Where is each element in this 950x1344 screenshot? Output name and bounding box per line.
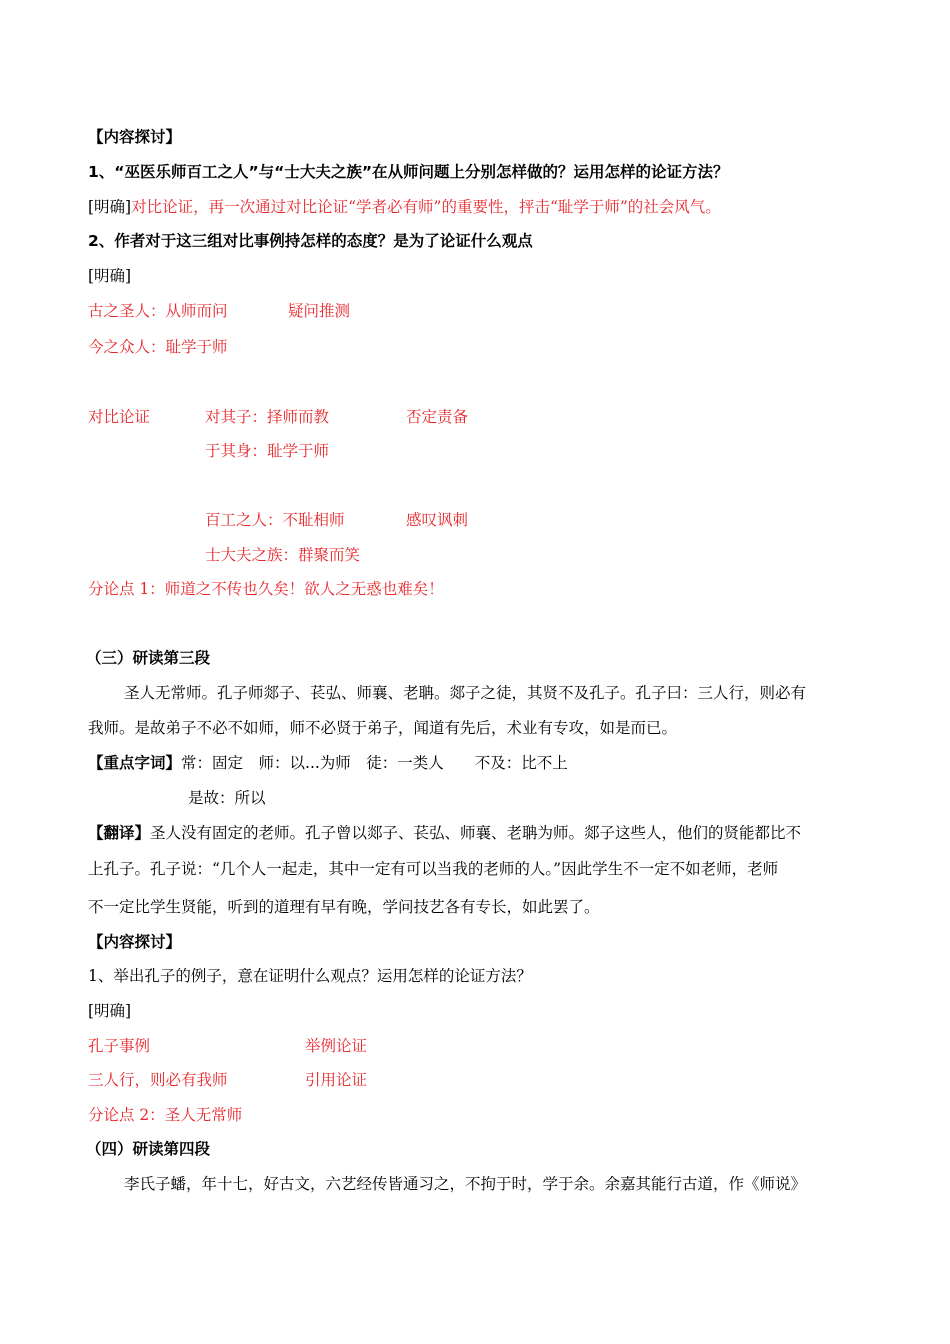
key-words-text: 常：固定 师：以...为师 徒：一类人 不及：比不上 bbox=[181, 754, 568, 772]
answer-label: [明确] bbox=[88, 267, 132, 285]
translation-text: 不一定比学生贤能，听到的道理有早有晚，学问技艺各有专长，如此罢了。 bbox=[88, 898, 600, 916]
question-2: 2、作者对于这三组对比事例持怎样的态度？是为了论证什么观点 bbox=[88, 232, 533, 250]
contrast-row-5: 百工之人：不耻相师 bbox=[205, 511, 345, 529]
sub-argument-1: 分论点 1：师道之不传也久矣！欲人之无惑也难矣！ bbox=[88, 580, 444, 598]
contrast-row-3: 对其子：择师而教 bbox=[205, 408, 330, 426]
example-row-1: 孔子事例 bbox=[88, 1037, 151, 1055]
answer-label: [明确] bbox=[88, 1002, 132, 1020]
section-heading: 【内容探讨】 bbox=[88, 933, 182, 951]
answer-label: [明确] bbox=[88, 198, 132, 216]
contrast-row-4: 于其身：耻学于师 bbox=[205, 442, 330, 460]
contrast-row-6: 士大夫之族：群聚而笑 bbox=[205, 546, 361, 564]
answer-1 bbox=[88, 196, 721, 218]
section-heading: （三）研读第三段 bbox=[86, 649, 211, 667]
example-row-2: 三人行，则必有我师 bbox=[88, 1071, 228, 1089]
paragraph-line: 李氏子蟠，年十七，好古文，六艺经传皆通习之，不拘于时，学于余。余嘉其能行古道，作《师说》 bbox=[124, 1175, 807, 1193]
method-label: 对比论证 bbox=[88, 408, 151, 426]
answer-text: 对比论证，再一次通过对比论证“学者必有师”的重要性，抨击“耻学于师”的社会风气。 bbox=[131, 198, 721, 216]
key-words-label: 【重点字词】 bbox=[88, 754, 182, 772]
question: 1、举出孔子的例子，意在证明什么观点？运用怎样的论证方法？ bbox=[88, 967, 532, 985]
paragraph-line: 我师。是故弟子不必不如师，师不必贤于弟子，闻道有先后，术业有专攻，如是而已。 bbox=[88, 719, 678, 737]
attitude-2: 否定责备 bbox=[406, 408, 469, 426]
translation-text: 上孔子。孔子说：“几个人一起走，其中一定有可以当我的老师的人。”因此学生不一定不如老师，老师 bbox=[88, 860, 779, 878]
key-words-text: 是故：所以 bbox=[188, 789, 266, 807]
question-1: 1、“巫医乐师百工之人”与“士大夫之族”在从师问题上分别怎样做的？运用怎样的论证方法？ bbox=[88, 163, 729, 181]
section-heading: 【内容探讨】 bbox=[88, 128, 182, 146]
sub-argument-2: 分论点 2：圣人无常师 bbox=[88, 1106, 243, 1124]
translation bbox=[88, 822, 801, 844]
section-heading: （四）研读第四段 bbox=[86, 1140, 211, 1158]
contrast-row-2: 今之众人：耻学于师 bbox=[88, 338, 228, 356]
attitude-1: 疑问推测 bbox=[288, 302, 351, 320]
key-words bbox=[88, 752, 568, 774]
contrast-row-1: 古之圣人：从师而问 bbox=[88, 302, 228, 320]
attitude-3: 感叹讽刺 bbox=[406, 511, 469, 529]
method-1: 举例论证 bbox=[305, 1037, 368, 1055]
paragraph-line: 圣人无常师。孔子师郯子、苌弘、师襄、老聃。郯子之徒，其贤不及孔子。孔子曰：三人行，则必有 bbox=[124, 684, 807, 702]
translation-text: 圣人没有固定的老师。孔子曾以郯子、苌弘、师襄、老聃为师。郯子这些人，他们的贤能都比不 bbox=[150, 824, 802, 842]
method-2: 引用论证 bbox=[305, 1071, 368, 1089]
translation-label: 【翻译】 bbox=[88, 824, 151, 842]
